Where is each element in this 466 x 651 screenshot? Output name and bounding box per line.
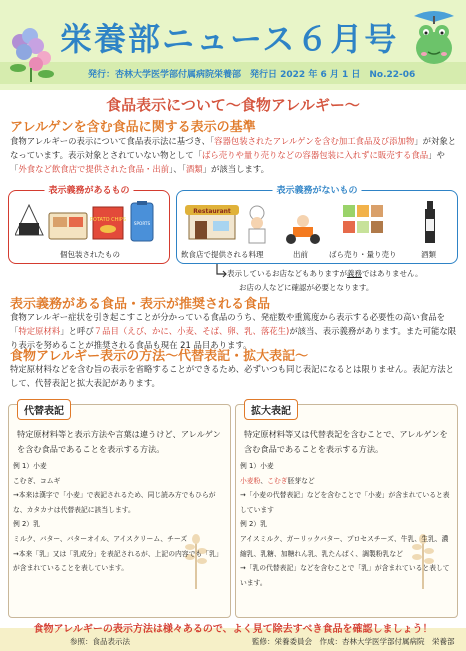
caption-delivery: 出前 [293, 250, 308, 259]
main-heading: 食品表示について〜食物アレルギー〜 [106, 96, 360, 114]
panel-extended-notation [235, 404, 458, 618]
box-not-required-label: 表示義務がないもの [272, 183, 361, 196]
arrow-right-icon [214, 264, 228, 290]
issue-info: 発行：杏林大学医学部付属病院栄養部 発行日 2022 年 6 月 1 日 No.22-06 [88, 70, 416, 80]
section-title-display-methods: 食物アレルギー表示の方法〜代替表記・拡大表記〜 [10, 349, 309, 364]
panel-right-description: 特定原材料等又は代替表記を含むことで、アレルゲンを含む食品であることを表示する方法。 [244, 429, 448, 454]
footer-reference: 参照：食品表示法 [70, 637, 130, 646]
note-confirm: お店の人などに確認が必要となります。 [239, 283, 374, 292]
panel-right-heading: 拡大表記 [244, 399, 298, 420]
box-required-label: 表示義務があるもの [44, 183, 133, 196]
footer-credits: 監修：栄養委員会 作成：杏林大学医学部付属病院 栄養部 [252, 637, 455, 646]
panel-left-heading: 代替表記 [17, 399, 71, 420]
section-title-mandatory-foods: 表示義務がある食品・表示が推奨される食品 [10, 297, 271, 312]
page-title: 栄養部ニュース６月号 [60, 20, 399, 58]
panel-left-examples [13, 459, 227, 576]
example-label: 例 2）乳 [13, 520, 40, 529]
caption-packaged: 個包装されたもの [60, 250, 120, 259]
example-label: 例 1）小麦 [240, 462, 274, 470]
bottom-message: 食物アレルギーの表示方法は様々あるので、よく見て除去すべき食品を確認しましょう！ [33, 624, 433, 635]
panel-right-examples [240, 459, 454, 590]
example-text: アイスミルク、ガーリックバター、プロセスチーズ、牛乳、生乳、濃縮乳、乳糖、加糖れん乳、乳たんぱく、調製粉乳など [240, 534, 449, 558]
restaurant-sign: Restaurant [193, 208, 231, 215]
example-explanation: →本来は漢字で「小麦」で表記されるため、同じ読み方でもひらがな、カタカナは代替表記に該当します。 [13, 491, 216, 514]
section1-paragraph: 食物アレルギーの表示について食品表示法に基づき、「容器包装されたアレルゲンを含む加工食品及び添加物」が対象となっています。表示対象とされていない物として「ばら売りや量り売りなどの容器包装に入れずに販売する食品」や「外食など飲食店で提供された食品・出前」、「酒類」が該当します。 [10, 136, 457, 174]
frog-icon [408, 8, 460, 78]
example-label: 例 2）乳 [240, 520, 267, 529]
packaged-food-illustration [15, 201, 165, 245]
panel-alternative-notation [8, 404, 231, 618]
example-label: 例 1）小麦 [13, 462, 47, 470]
caption-restaurant: 飲食店で提供される料理 [181, 250, 264, 259]
section-title-allergen-standard: アレルゲンを含む食品に関する表示の基準 [10, 120, 256, 135]
example-explanation: →「乳の代替表記」などを含むことで「乳」が含まれていると表しています。 [240, 564, 450, 587]
section2-paragraph: 食物アレルギー症状を引き起こすことが分かっている食品のうち、発症数や重篤度から表示する必要性の高い食品を「特定原材料」と呼び７品目（えび、かに、小麦、そば、卵、乳、落花生)が該当、表示義務があります。また可能な限り表示を努めることが推奨される食品も現在 21 品目あります。 [10, 312, 457, 350]
example-text: ミルク、バター、バターオイル、アイスクリーム、チーズ [13, 534, 188, 543]
box-label-not-required [176, 186, 458, 264]
caption-bulk: ばら売り・量り売り [329, 250, 397, 259]
non-packaged-illustration [183, 199, 453, 245]
hydrangea-icon [6, 24, 58, 84]
chips-label: POTATO CHIPS [89, 217, 127, 223]
example-text: こむぎ、コムギ [13, 476, 61, 485]
example-explanation: →「小麦の代替表記」などを含むことで「小麦」が含まれていると表しています [240, 491, 450, 514]
sports-drink-label: SPORTS [133, 221, 151, 226]
box-label-required [8, 186, 170, 264]
example-text: 小麦粉、こむぎ胚芽など [240, 476, 315, 485]
note-not-mandatory: 表示しているお店などもありますが義務ではありません。 [227, 269, 423, 278]
panel-left-description: 特定原材料等と表示方法や言葉は違うけど、アレルゲンを含む食品であることを表示する方法。 [17, 429, 221, 454]
section3-paragraph: 特定原材料などを含む旨の表示を省略することができるため、必ずいつも同じ表記になるとは限りません。表記方法として、代替表記と拡大表記があります。 [10, 364, 455, 388]
caption-alcohol: 酒類 [421, 250, 436, 259]
example-explanation: →本来「乳」又は「乳成分」を表記されるが、上記の内容でも「乳」が含まれていることを表しています。 [13, 549, 223, 573]
